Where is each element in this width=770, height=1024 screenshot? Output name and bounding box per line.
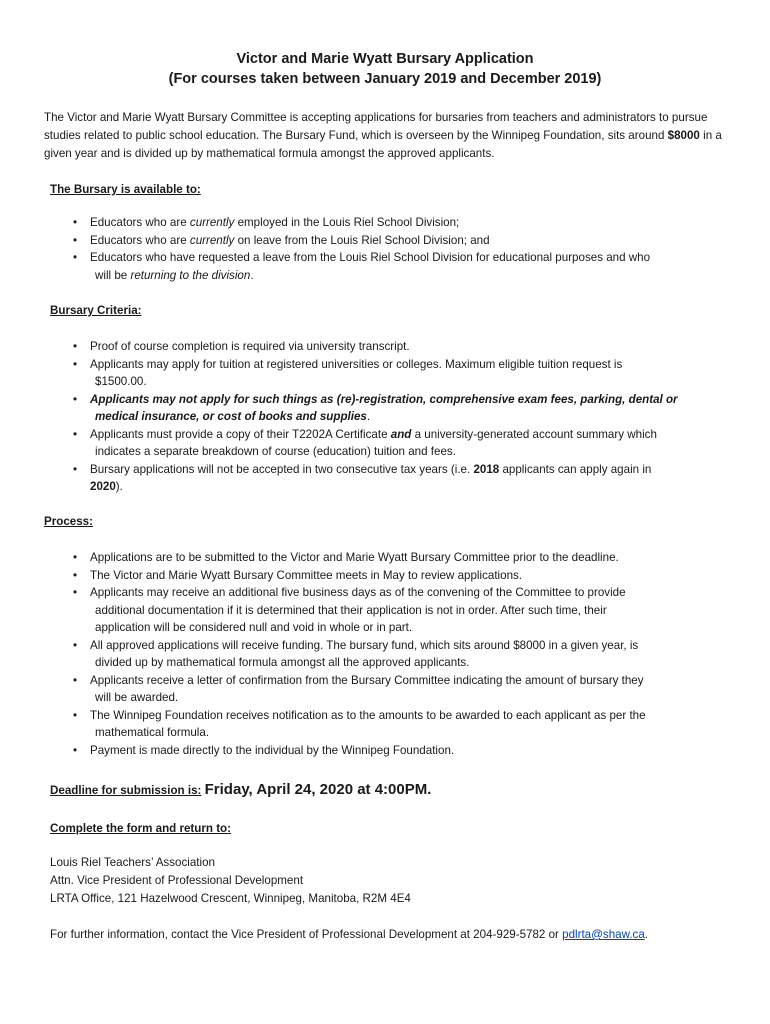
bullet-icon: • xyxy=(73,586,78,599)
item-text: on leave from the Louis Riel School Division; and xyxy=(234,233,490,247)
item-text: $1500.00. xyxy=(95,375,147,388)
deadline-line xyxy=(50,781,431,800)
item-text: Educators who are xyxy=(90,233,190,247)
intro-amount: $8000 xyxy=(667,129,700,142)
bullet-icon: • xyxy=(73,392,78,406)
bullet-icon: • xyxy=(73,568,78,582)
bullet-icon: • xyxy=(73,638,78,652)
bullet-icon: • xyxy=(73,708,78,722)
bullet-icon: • xyxy=(73,743,78,757)
item-emphasis: currently xyxy=(189,216,235,229)
item-text: applicants can apply again in xyxy=(499,462,652,476)
item-text: will be xyxy=(95,268,131,282)
list-item xyxy=(73,426,740,461)
item-text: will be awarded. xyxy=(95,691,179,704)
document-title: Victor and Marie Wyatt Bursary Application xyxy=(236,51,534,67)
item-text: Proof of course completion is required via university transcript. xyxy=(90,340,410,353)
list-item xyxy=(73,567,740,585)
item-text: Bursary applications will not be accepted in two consecutive tax years (i.e. xyxy=(90,462,474,476)
bullet-icon: • xyxy=(73,462,78,476)
item-text: a university-generated account summary which xyxy=(411,427,657,441)
bullet-icon: • xyxy=(73,357,78,371)
process-list xyxy=(73,549,740,759)
bullet-icon: • xyxy=(73,340,78,353)
item-text: Educators who have requested a leave from the Louis Riel School Division for educational purposes and who xyxy=(90,251,651,264)
item-text: . xyxy=(366,410,371,423)
process-heading: Process: xyxy=(44,515,93,528)
intro-text-a: The Victor and Marie Wyatt Bursary Committee is accepting applications for bursaries from teachers and administrators to pursue studies related to public school education. The Bursary Fund, which is overseen by the Winnipeg Foundation, sits around xyxy=(44,111,708,142)
item-text: application will be considered null and void in whole or in part. xyxy=(95,621,413,634)
list-item xyxy=(73,549,740,567)
item-text: employed in the Louis Riel School Division; xyxy=(234,216,460,229)
list-item xyxy=(73,672,740,707)
item-year: 2018 xyxy=(473,462,500,476)
item-text: divided up by mathematical formula amongst all the approved applicants. xyxy=(95,656,470,669)
availability-heading: The Bursary is available to: xyxy=(50,183,201,196)
list-item xyxy=(73,214,740,232)
return-line-2: Attn. Vice President of Professional Development xyxy=(50,874,304,887)
list-item xyxy=(73,356,740,391)
return-heading: Complete the form and return to: xyxy=(50,822,231,835)
list-item xyxy=(73,637,740,672)
item-text: Applicants must provide a copy of their T2202A Certificate xyxy=(90,427,391,441)
bullet-icon: • xyxy=(73,233,78,247)
item-text: Applicants may apply for tuition at registered universities or colleges. Maximum eligible tuition request is xyxy=(90,357,623,371)
list-item xyxy=(73,584,740,637)
deadline-value: Friday, April 24, 2020 at 4:00PM. xyxy=(204,781,432,798)
contact-text: For further information, contact the Vice President of Professional Development at 204-929-5782 or xyxy=(50,928,563,941)
item-text: The Winnipeg Foundation receives notification as to the amounts to be awarded to each applicant as per the xyxy=(90,708,646,722)
list-item xyxy=(73,707,740,742)
list-item xyxy=(73,461,740,496)
item-text: mathematical formula. xyxy=(95,726,210,739)
list-item xyxy=(73,232,740,250)
item-text: The Victor and Marie Wyatt Bursary Committee meets in May to review applications. xyxy=(90,568,523,582)
deadline-label: Deadline for submission is: xyxy=(50,784,202,797)
email-link[interactable]: pdlrta@shaw.ca xyxy=(562,928,645,941)
criteria-heading: Bursary Criteria: xyxy=(50,304,142,317)
bullet-icon: • xyxy=(73,216,78,229)
return-line-3: LRTA Office, 121 Hazelwood Crescent, Winnipeg, Manitoba, R2M 4E4 xyxy=(50,892,411,905)
item-text: . xyxy=(250,268,254,282)
bullet-icon: • xyxy=(73,427,78,441)
item-text: Payment is made directly to the individual by the Winnipeg Foundation. xyxy=(90,743,455,757)
item-emphasis: and xyxy=(390,427,412,441)
bullet-icon: • xyxy=(73,251,78,264)
intro-text-b: in a given year and is divided up by mathematical formula amongst the approved applicants. xyxy=(44,129,722,160)
list-item xyxy=(73,391,740,426)
item-text: indicates a separate breakdown of course (education) tuition and fees. xyxy=(95,445,456,458)
list-item xyxy=(73,742,740,760)
item-text: Applicants receive a letter of confirmation from the Bursary Committee indicating the amount of bursary they xyxy=(90,673,644,687)
item-text: All approved applications will receive funding. The bursary fund, which sits around $8000 in a given year, is xyxy=(90,638,639,652)
item-emphasis: currently xyxy=(189,233,235,247)
contact-line xyxy=(50,926,648,944)
list-item xyxy=(73,338,740,356)
item-text: Applications are to be submitted to the Victor and Marie Wyatt Bursary Committee prior to the deadline. xyxy=(90,551,619,564)
item-text: medical insurance, or cost of books and supplies xyxy=(95,410,367,423)
list-item xyxy=(73,249,740,284)
availability-list xyxy=(73,214,740,284)
bullet-icon: • xyxy=(73,673,78,687)
item-text: additional documentation if it is determined that their application is not in order. After such time, their xyxy=(95,603,607,617)
contact-end: . xyxy=(644,928,649,941)
bullet-icon: • xyxy=(73,551,78,564)
item-text: Applicants may receive an additional five business days as of the convening of the Committee to provide xyxy=(90,586,626,599)
item-text: Applicants may not apply for such things as (re)-registration, comprehensive exam fees, parking, dental or xyxy=(90,392,678,406)
item-text: ). xyxy=(115,480,123,493)
document-subtitle: (For courses taken between January 2019 and December 2019) xyxy=(168,71,602,87)
return-line-1: Louis Riel Teachers’ Association xyxy=(50,856,215,869)
item-year: 2020 xyxy=(90,480,116,493)
item-emphasis: returning to the division xyxy=(130,268,251,282)
item-text: Educators who are xyxy=(90,216,190,229)
criteria-list xyxy=(73,338,740,496)
intro-paragraph xyxy=(44,109,734,163)
